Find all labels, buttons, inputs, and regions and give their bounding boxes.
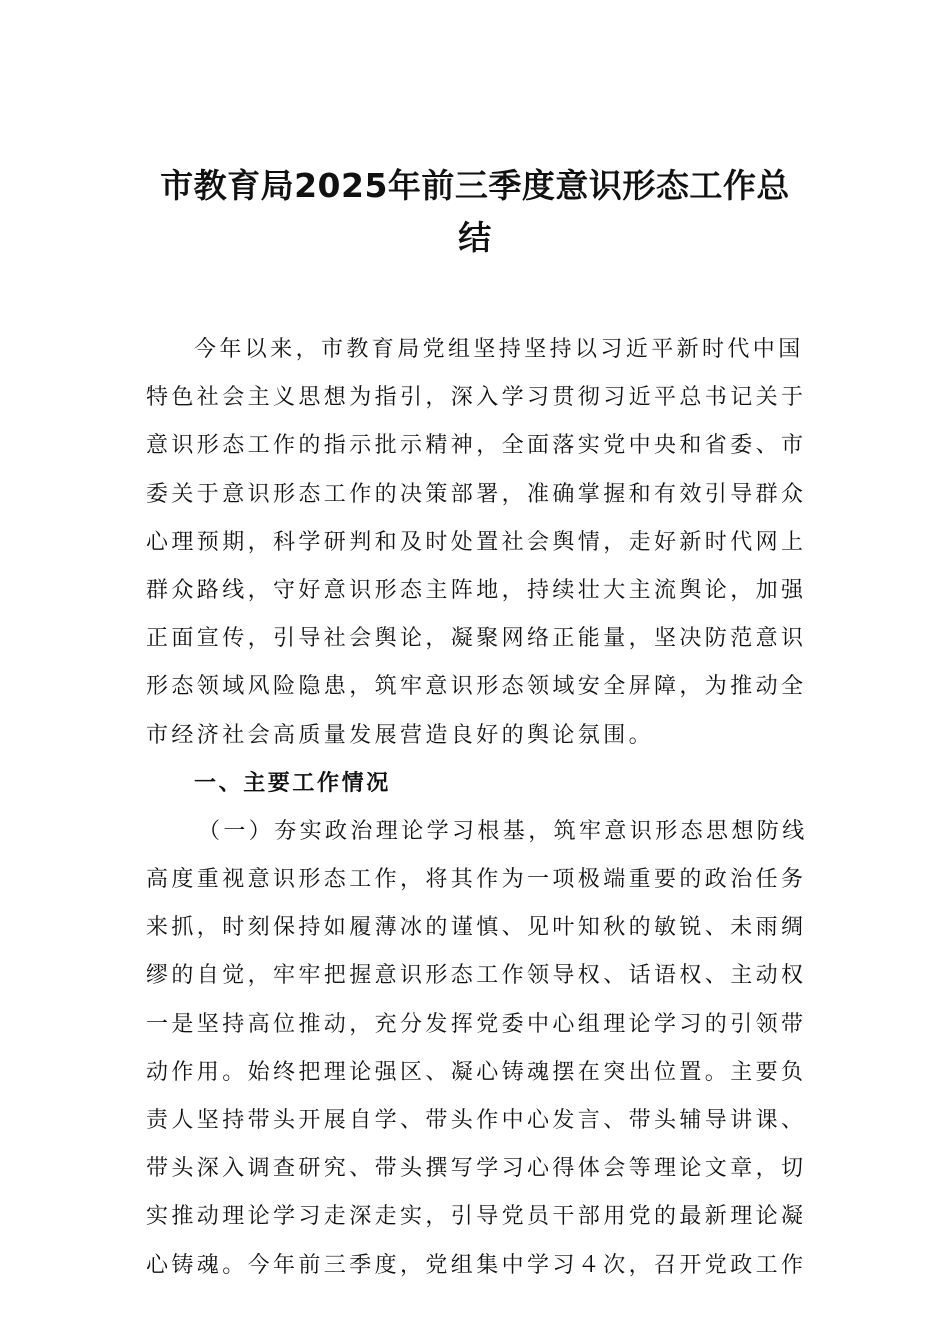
- intro-paragraph-line: 特色社会主义思想为指引，深入学习贯彻习近平总书记关于: [146, 385, 807, 411]
- intro-paragraph-line: 意识形态工作的指示批示精神，全面落实党中央和省委、市: [146, 433, 807, 459]
- intro-paragraph-line: 心理预期，科学研判和及时处置社会舆情，走好新时代网上: [146, 529, 807, 555]
- body-paragraph-line: 实推动理论学习走深走实，引导党员干部用党的最新理论凝: [146, 1204, 807, 1230]
- body-paragraph-line: 缪的自觉，牢牢把握意识形态工作领导权、话语权、主动权: [146, 963, 807, 989]
- intro-paragraph-line: 委关于意识形态工作的决策部署，准确掌握和有效引导群众: [146, 481, 807, 507]
- intro-paragraph-line: 形态领域风险隐患，筑牢意识形态领域安全屏障，为推动全: [146, 674, 807, 700]
- body-paragraph-line: 高度重视意识形态工作，将其作为一项极端重要的政治任务: [146, 867, 807, 893]
- body-paragraph-line: 责人坚持带头开展自学、带头作中心发言、带头辅导讲课、: [146, 1108, 807, 1133]
- intro-paragraph-line: 今年以来，市教育局党组坚持坚持以习近平新时代中国: [194, 337, 804, 362]
- body-paragraph-line: 动作用。始终把理论强区、凝心铸魂摆在突出位置。主要负: [146, 1059, 807, 1085]
- intro-paragraph-line: 正面宣传，引导社会舆论，凝聚网络正能量，坚决防范意识: [146, 626, 807, 652]
- intro-paragraph-line: 群众路线，守好意识形态主阵地，持续壮大主流舆论，加强: [146, 577, 807, 603]
- section-heading: 一、主要工作情况: [194, 770, 391, 796]
- title-line-1: 市教育局2025年前三季度意识形态工作总: [160, 166, 790, 205]
- intro-paragraph-line: 市经济社会高质量发展营造良好的舆论氛围。: [146, 722, 655, 748]
- document-body: [146, 326, 816, 1290]
- body-paragraph-line: 一是坚持高位推动，充分发挥党委中心组理论学习的引领带: [146, 1011, 807, 1037]
- document-title: [140, 160, 810, 264]
- subsection-heading: （一）夯实政治理论学习根基，筑牢意识形态思想防线: [198, 818, 808, 844]
- body-paragraph-line: 来抓，时刻保持如履薄冰的谨慎、见叶知秋的敏锐、未雨绸: [146, 915, 807, 941]
- body-paragraph-line: 心铸魂。今年前三季度，党组集中学习４次，召开党政工作: [146, 1252, 807, 1278]
- title-line-2: 结: [458, 218, 492, 257]
- body-paragraph-line: 带头深入调查研究、带头撰写学习心得体会等理论文章，切: [146, 1156, 807, 1182]
